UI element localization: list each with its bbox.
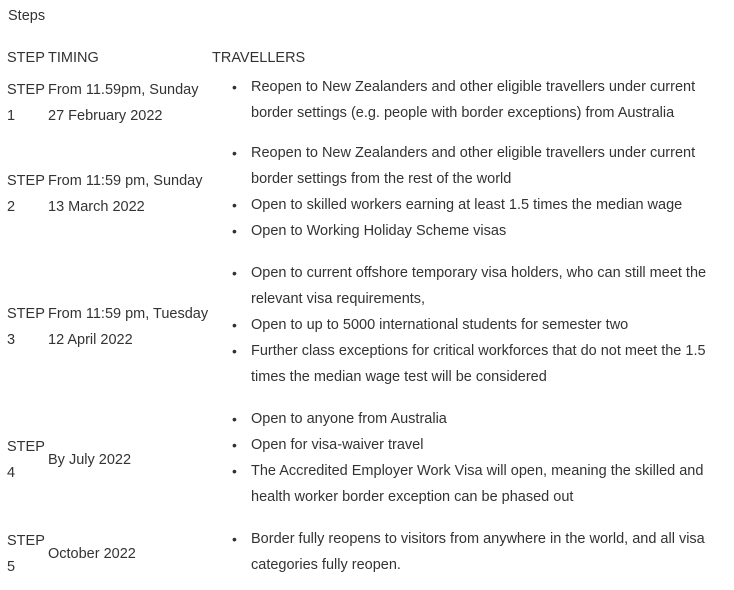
step-label: STEP — [7, 173, 45, 189]
table-row — [7, 400, 731, 520]
step-number: 2 — [7, 199, 16, 215]
table-row — [7, 254, 731, 400]
timing-date: 13 March 2022 — [48, 199, 145, 215]
timing-text: By July 2022 — [48, 452, 132, 468]
timing-date: 27 February 2022 — [48, 108, 163, 124]
bullet-icon: • — [232, 79, 237, 95]
traveller-text: Open to current offshore temporary visa holders, who can still meet the relevant visa requirements, — [251, 265, 707, 307]
travellers-list — [212, 520, 731, 588]
timing-cell — [48, 520, 212, 588]
timing-cell — [48, 400, 212, 520]
step-number: 1 — [7, 108, 16, 124]
traveller-text: Further class exceptions for critical workforces that do not meet the 1.5 times the median wage test will be considered — [251, 343, 706, 385]
travellers-cell — [212, 520, 731, 588]
list-item — [212, 526, 731, 578]
step-label: STEP — [7, 306, 45, 322]
bullet-icon: • — [232, 343, 237, 359]
travellers-cell — [212, 134, 731, 254]
list-item — [212, 260, 731, 312]
list-item — [212, 312, 731, 338]
timing-cell — [48, 134, 212, 254]
table-header-row — [7, 48, 731, 72]
header-step: STEP — [7, 50, 45, 66]
list-item — [212, 432, 731, 458]
step-cell — [7, 254, 48, 400]
traveller-text: Open to skilled workers earning at least 1.5 times the median wage — [251, 197, 683, 213]
traveller-text: Open for visa-waiver travel — [251, 437, 424, 453]
timing-text: From 11:59 pm, Sunday — [48, 173, 203, 189]
timing-text: From 11.59pm, Sunday — [48, 82, 199, 98]
traveller-text: The Accredited Employer Work Visa will open, meaning the skilled and health worker border exception can be phased out — [251, 463, 704, 505]
bullet-icon: • — [232, 463, 237, 479]
travellers-list — [212, 400, 731, 520]
list-item — [212, 74, 731, 126]
bullet-icon: • — [232, 317, 237, 333]
list-item — [212, 458, 731, 510]
bullet-icon: • — [232, 411, 237, 427]
timing-cell — [48, 72, 212, 134]
bullet-icon: • — [232, 223, 237, 239]
traveller-text: Open to anyone from Australia — [251, 411, 447, 427]
traveller-text: Open to up to 5000 international students for semester two — [251, 317, 629, 333]
step-cell — [7, 400, 48, 520]
list-item — [212, 406, 731, 432]
list-item — [212, 218, 731, 244]
header-travellers: TRAVELLERS — [212, 50, 306, 66]
steps-table — [7, 48, 731, 588]
bullet-icon: • — [232, 437, 237, 453]
travellers-list — [212, 72, 731, 134]
header-timing: TIMING — [48, 50, 99, 66]
table-row — [7, 72, 731, 134]
list-item — [212, 338, 731, 390]
step-number: 5 — [7, 559, 16, 575]
traveller-text: Reopen to New Zealanders and other eligible travellers under current border settings (e.g. people with border exceptions) from Australia — [251, 79, 696, 121]
travellers-list — [212, 254, 731, 400]
table-caption: Steps — [8, 8, 46, 24]
timing-date: 12 April 2022 — [48, 332, 133, 348]
step-label: STEP — [7, 533, 45, 549]
travellers-list — [212, 134, 731, 254]
travellers-cell — [212, 254, 731, 400]
travellers-cell — [212, 400, 731, 520]
timing-text: From 11:59 pm, Tuesday — [48, 306, 209, 322]
travellers-cell — [212, 72, 731, 134]
step-cell — [7, 72, 48, 134]
step-number: 3 — [7, 332, 16, 348]
list-item — [212, 192, 731, 218]
list-item — [212, 140, 731, 192]
timing-cell — [48, 254, 212, 400]
step-cell — [7, 520, 48, 588]
table-row — [7, 134, 731, 254]
traveller-text: Border fully reopens to visitors from anywhere in the world, and all visa categories fully reopen. — [251, 531, 705, 573]
step-number: 4 — [7, 465, 16, 481]
step-label: STEP — [7, 439, 45, 455]
bullet-icon: • — [232, 265, 237, 281]
step-cell — [7, 134, 48, 254]
traveller-text: Open to Working Holiday Scheme visas — [251, 223, 507, 239]
traveller-text: Reopen to New Zealanders and other eligible travellers under current border settings from the rest of the world — [251, 145, 696, 187]
table-row — [7, 520, 731, 588]
bullet-icon: • — [232, 197, 237, 213]
bullet-icon: • — [232, 531, 237, 547]
step-label: STEP — [7, 82, 45, 98]
timing-text: October 2022 — [48, 546, 136, 562]
table-body — [7, 72, 731, 588]
bullet-icon: • — [232, 145, 237, 161]
